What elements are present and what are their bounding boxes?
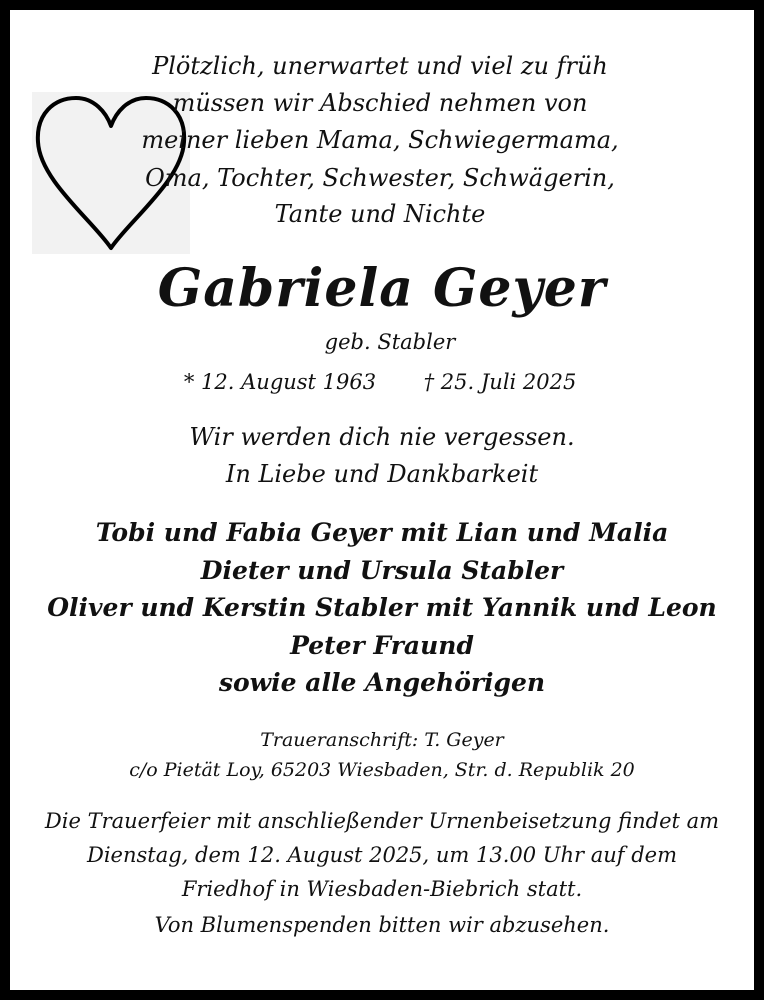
remembrance-line: Wir werden dich nie vergessen. (189, 423, 575, 451)
maiden-name: geb. Stabler (324, 330, 456, 354)
funeral-info-line: Von Blumenspenden bitten wir abzusehen. (154, 913, 610, 937)
death-date: † 25. Juli 2025 (423, 370, 577, 394)
mourner-line: Peter Fraund (290, 631, 474, 660)
mourner-line: Tobi und Fabia Geyer mit Lian und Malia (95, 518, 669, 547)
intro-line: Oma, Tochter, Schwester, Schwägerin, (145, 164, 615, 192)
mourner-line: Dieter und Ursula Stabler (200, 556, 564, 585)
deceased-name: Gabriela Geyer (157, 258, 607, 319)
mourner-line: Oliver und Kerstin Stabler mit Yannik und Leon (47, 593, 717, 622)
mourning-address-line: Traueranschrift: T. Geyer (260, 729, 504, 751)
intro-line: Plötzlich, unerwartet und viel zu früh (152, 52, 608, 80)
intro-line: Tante und Nichte (274, 200, 486, 228)
birth-date: * 12. August 1963 (183, 370, 377, 394)
funeral-info-line: Die Trauerfeier mit anschließender Urnenbeisetzung findet am (44, 809, 720, 833)
remembrance-line: In Liebe und Dankbarkeit (225, 460, 539, 488)
mourning-address-line: c/o Pietät Loy, 65203 Wiesbaden, Str. d. Republik 20 (129, 759, 635, 781)
funeral-info-line: Friedhof in Wiesbaden-Biebrich statt. (181, 877, 583, 901)
intro-line: meiner lieben Mama, Schwiegermama, (141, 126, 619, 154)
intro-line: müssen wir Abschied nehmen von (172, 89, 588, 117)
funeral-info-line: Dienstag, dem 12. August 2025, um 13.00 Uhr auf dem (86, 843, 678, 867)
mourner-line: sowie alle Angehörigen (218, 668, 546, 697)
